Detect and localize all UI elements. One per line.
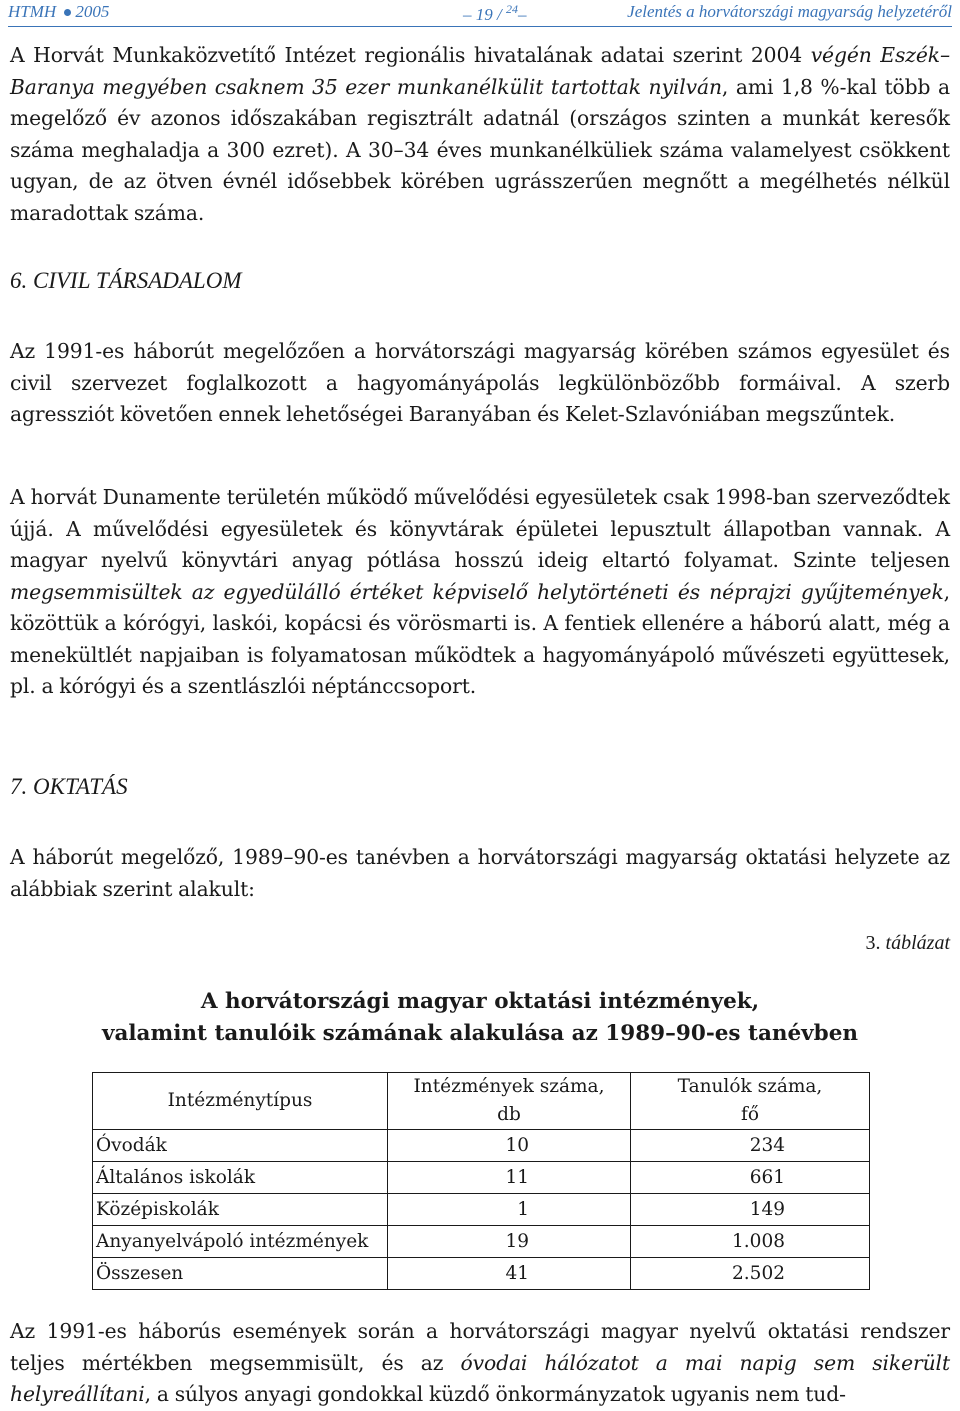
table-row [93,1130,870,1162]
header-institution-type: Intézménytípus [93,1073,388,1130]
cell-type: Összesen [93,1258,388,1290]
paragraph-cultural-associations: A horvát Dunamente területén működő művelődési egyesületek csak 1998-ban szerveződtek újjá. A művelődési egyesületek és könyvtárak épületei lepusztult állapotban vannak. A magyar nyelvű könyvtári anyag pótlása hosszú ideig eltartó folyamat. Szinte teljesen megsemmisültek az egyedülálló értéket képviselő helytörténeti és néprajzi gyűjtemények, közöttük a kórógyi, laskói, kopácsi és vörösmarti is. A fentiek ellenére a háború alatt, még a menekültlét napjaiban is folyamatosan működtek a hagyományápoló művészeti együttesek, pl. a kórógyi és a szentlászlói néptánccsoport. [10,485,950,698]
table-row [93,1194,870,1226]
header-publication: HTMH 2005 [8,2,110,21]
table-title-line-2: valamint tanulóik számának alakulása az 1989–90-es tanévben [101,1021,859,1046]
education-table [92,1072,870,1290]
paragraph-education-intro: A háborút megelőző, 1989–90-es tanévben a horvátországi magyarság oktatási helyzete az alábbiak szerint alakult: [10,845,950,901]
paragraph-unemployment: A Horvát Munkaközvetítő Intézet regionális hivatalának adatai szerint 2004 végén Eszék–Baranya megyében csaknem 35 ezer munkanélkülit tartottak nyilván, ami 1,8 %-kal több a megelőző év azonos időszakában regisztrált adatnál (országos szinten a munkát keresők száma meghaladja a 300 ezret). A 30–34 éves munkanélküliek száma valamelyest csökkent ugyan, de az ötven évnél idősebbek körében ugrásszerűen megnőtt a megélhetés nélkül maradottak száma. [10,43,950,225]
section-heading-civil-society: 6. CIVIL TÁRSADALOM [10,268,242,293]
cell-students: 1.008 [631,1226,870,1258]
cell-institutions: 11 [388,1162,631,1194]
page-number: – 19 / $^{24}$– [463,2,527,24]
cell-type: Anyanyelvápoló intézmények [93,1226,388,1258]
table-row [93,1162,870,1194]
table-row-total [93,1258,870,1290]
paragraph-civil-society: Az 1991-es háborút megelőzően a horvátországi magyarság körében számos egyesület és civil szervezet foglalkozott a hagyományápolás legkülönbözőbb formáival. A szerb agressziót követően ennek lehetőségei Baranyában és Kelet-Szlavóniában megszűntek. [10,339,950,426]
cell-type: Óvodák [93,1130,388,1162]
cell-students: 234 [631,1130,870,1162]
table-row [93,1226,870,1258]
cell-students: 661 [631,1162,870,1194]
table-title-line-1: A horvátországi magyar oktatási intézmények, [200,989,760,1014]
cell-type: Középiskolák [93,1194,388,1226]
header-report-title: Jelentés a horvátországi magyarság helyzetéről [627,2,952,21]
cell-type: Általános iskolák [93,1162,388,1194]
cell-institutions: 1 [388,1194,631,1226]
header-student-count: Tanulók száma, fő [631,1073,870,1130]
table-caption: 3. táblázat [865,932,950,954]
table-title [0,986,960,1050]
cell-institutions: 10 [388,1130,631,1162]
cell-institutions: 19 [388,1226,631,1258]
cell-institutions: 41 [388,1258,631,1290]
page-header [8,2,952,27]
cell-students: 2.502 [631,1258,870,1290]
table-header-row [93,1073,870,1130]
section-heading-education: 7. OKTATÁS [10,774,128,799]
header-institution-count: Intézmények száma, db [388,1073,631,1130]
bullet-dot-icon [64,9,71,16]
cell-students: 149 [631,1194,870,1226]
paragraph-education-war: Az 1991-es háborús események során a horvátországi magyar nyelvű oktatási rendszer teljes mértékben megsemmisült, és az óvodai hálózatot a mai napig sem sikerült helyreállítani, a súlyos anyagi gondokkal küzdő önkormányzatok ugyanis nem tud- [10,1319,950,1406]
